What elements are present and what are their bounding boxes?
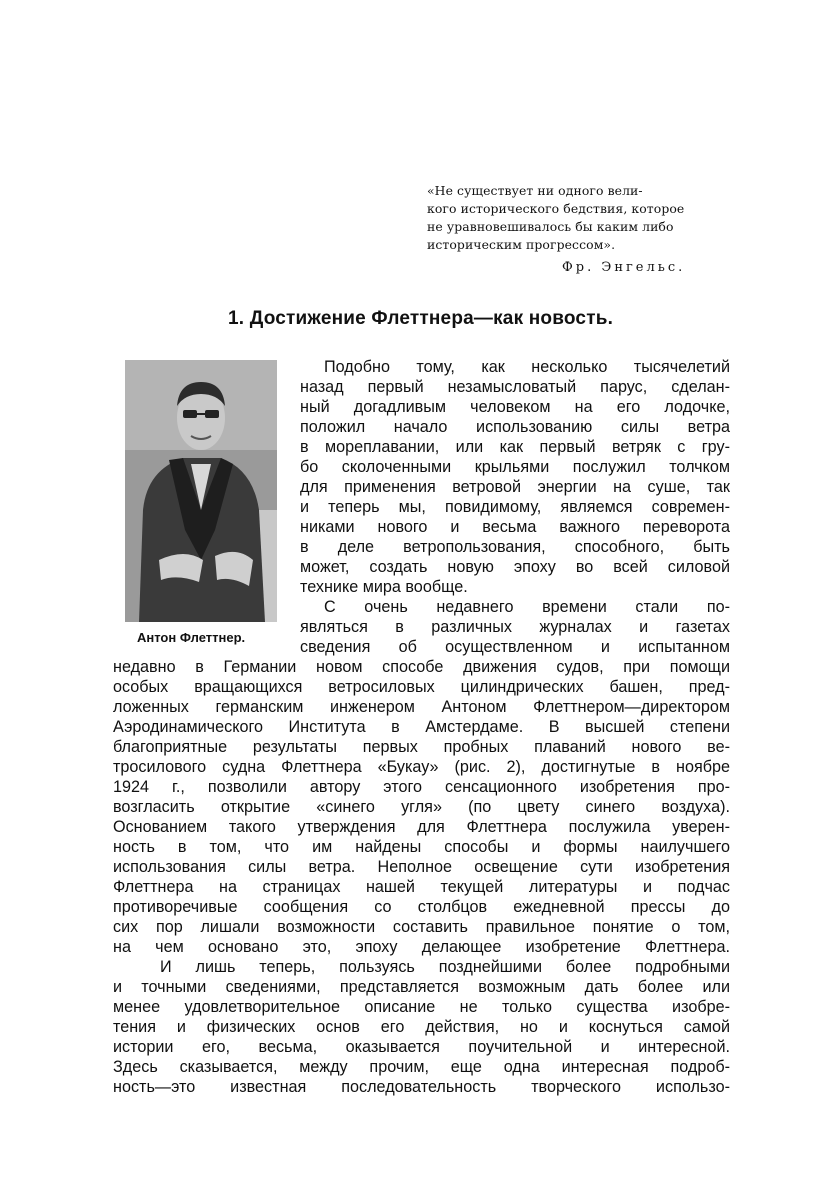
text-line: Подобно тому, как несколько тысячелетий	[324, 358, 730, 376]
epigraph-line: кого исторического бедствия, которое	[427, 201, 685, 216]
text-line: сведения об осуществленном и испытанном	[300, 638, 730, 656]
text-line: сих пор лишали возможности составить правильное понятие о том,	[113, 918, 730, 936]
text-line: для применения ветровой энергии на суше, так	[300, 478, 730, 496]
text-line: тения и физических основ его действия, но и коснуться самой	[113, 1018, 730, 1036]
text-line: может, создать новую эпоху во всей силовой	[300, 558, 730, 576]
text-line: менее удовлетворительное описание не только существа изобре-	[113, 998, 730, 1016]
text-line: ность—это известная последовательность творческого использо-	[113, 1078, 730, 1096]
text-line: ность в том, что им найдены способы и формы наилучшего	[113, 838, 730, 856]
text-line: недавно в Германии новом способе движения судов, при помощи	[113, 658, 730, 676]
text-line: Флеттнера на страницах нашей текущей литературы и подчас	[113, 878, 730, 896]
text-line: использования силы ветра. Неполное освещение сути изобретения	[113, 858, 730, 876]
epigraph	[427, 182, 717, 254]
text-line: и теперь мы, повидимому, являемся современ-	[300, 498, 730, 516]
text-line: никами нового и весьма важного переворота	[300, 518, 730, 536]
text-line: технике мира вообще.	[300, 578, 468, 596]
text-line: благоприятные результаты первых пробных плаваний нового ве-	[113, 738, 730, 756]
section-heading: 1. Достижение Флеттнера—как новость.	[228, 308, 614, 329]
text-line: И лишь теперь, пользуясь позднейшими более подробными	[160, 958, 730, 976]
epigraph-line: не уравновешивалось бы каким либо	[427, 219, 674, 234]
text-line: ложенных германским инженером Антоном Флеттнером—директором	[113, 698, 730, 716]
text-line: С очень недавнего времени стали по-	[324, 598, 730, 616]
epigraph-line: историческим прогрессом».	[427, 237, 616, 252]
text-line: бо сколоченными крыльями послужил толчком	[300, 458, 730, 476]
text-line: Основанием такого утверждения для Флеттнера послужила уверен-	[113, 818, 730, 836]
portrait-photo	[125, 360, 277, 622]
text-line: ный догадливым человеком на его лодочке,	[300, 398, 730, 416]
text-line: истории его, весьма, оказывается поучительной и интересной.	[113, 1038, 730, 1056]
photo-caption: Антон Флеттнер.	[137, 630, 246, 645]
text-line: Здесь сказывается, между прочим, еще одна интересная подроб-	[113, 1058, 730, 1076]
text-line: в мореплавании, или как первый ветряк с гру-	[300, 438, 730, 456]
text-line: на чем основано это, эпоху делающее изобретение Флеттнера.	[113, 938, 730, 956]
text-line: возгласить открытие «синего угля» (по цвету синего воздуха).	[113, 798, 730, 816]
text-line: особых вращающихся ветросиловых цилиндрических башен, пред-	[113, 678, 730, 696]
text-line: 1924 г., позволили автору этого сенсационного изобретения про-	[113, 778, 730, 796]
text-line: являться в различных журналах и газетах	[300, 618, 730, 636]
text-line: и точными сведениями, представляется возможным дать более или	[113, 978, 730, 996]
text-line: Аэродинамического Института в Амстердаме. В высшей степени	[113, 718, 730, 736]
text-line: положил начало использованию силы ветра	[300, 418, 730, 436]
portrait-illustration	[125, 360, 277, 622]
text-line: в деле ветропользования, способного, быть	[300, 538, 730, 556]
epigraph-line: «Не существует ни одного вели-	[427, 183, 643, 198]
text-line: тросилового судна Флеттнера «Букау» (рис. 2), достигнутые в ноябре	[113, 758, 730, 776]
epigraph-author: Фр. Энгельс.	[562, 260, 686, 275]
text-line: противоречивые сообщения со столбцов ежедневной прессы до	[113, 898, 730, 916]
text-line: назад первый незамысловатый парус, сделан-	[300, 378, 730, 396]
